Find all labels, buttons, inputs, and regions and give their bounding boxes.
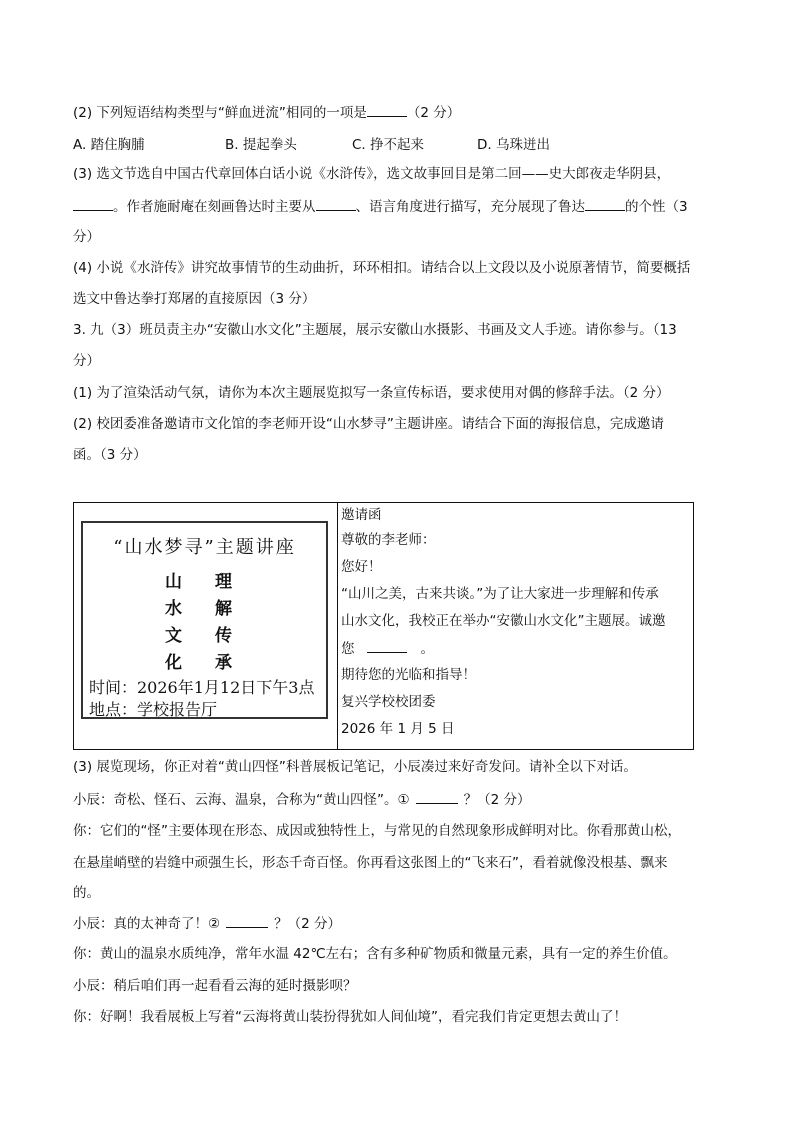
invitation-body-2: 山水文化，我校正在举办“安徽山水文化”主题展。诚邀: [341, 613, 666, 629]
invitation-signature: 复兴学校校团委: [341, 694, 436, 710]
q2-option-d: D. 乌珠迸出: [477, 137, 550, 153]
poster-title: “山水梦寻”主题讲座: [113, 537, 296, 558]
xiaochen-1-text: 小辰：奇松、怪石、云海、温泉，合称为“黄山四怪”。①: [73, 792, 410, 808]
task3-sub2-line1: (2) 校团委准备邀请市文化馆的李老师开设“山水梦寻”主题讲座。请结合下面的海报信息，完成邀请: [73, 416, 664, 432]
invitation-salutation: 尊敬的李老师：: [341, 532, 436, 548]
task3-line1: 3. 九（3）班员责主办“安徽山水文化”主题展，展示安徽山水摄影、书画及文人手迹。请你参与。（13: [73, 322, 677, 338]
poster-char: 水: [165, 599, 182, 619]
q3-line3: 分）: [73, 229, 100, 245]
q3-line2: [73, 196, 688, 217]
dialogue-you-1c: 的。: [73, 885, 100, 901]
q3-text-c: 的个性（3: [625, 199, 688, 215]
dialogue-blank-2[interactable]: [226, 913, 268, 928]
poster-char: 化: [165, 653, 182, 673]
task3-sub1: (1) 为了渲染活动气氛，请你为本次主题展览拟写一条宣传标语，要求使用对偶的修辞手法。（2 分）: [73, 385, 670, 401]
q2-stem: (2) 下列短语结构类型与“鲜血迸流”相同的一项是: [73, 105, 367, 121]
q4-line1: (4) 小说《水浒传》讲究故事情节的生动曲折，环环相扣。请结合以上文段以及小说原著情节，简要概括: [73, 260, 691, 276]
poster-char: 文: [165, 626, 182, 646]
dialogue-xiaochen-1: [73, 789, 530, 810]
dialogue-blank-1[interactable]: [416, 789, 458, 804]
poster-place: 地点：学校报告厅: [89, 700, 218, 719]
invitation-date: 2026 年 1 月 5 日: [341, 721, 455, 737]
invitation-body-3a: 您: [341, 641, 355, 657]
poster-time: 时间：2026年1月12日下午3点: [89, 678, 315, 697]
q2-option-b: B. 提起拳头: [225, 137, 297, 153]
q2-score: （2 分）: [406, 105, 461, 121]
poster-char: 理: [215, 572, 232, 592]
lecture-poster: [81, 521, 328, 719]
q2-answer-blank[interactable]: [367, 102, 407, 117]
dialogue-you-1a: 你：它们的“怪”主要体现在形态、成因或独特性上，与常见的自然现象形成鲜明对比。你看那黄山松，: [73, 823, 681, 839]
invitation-closing: 期待您的光临和指导！: [341, 667, 476, 683]
invitation-greeting: 您好！: [341, 559, 382, 575]
invitation-heading: 邀请函: [341, 507, 382, 523]
task3-line2: 分）: [73, 353, 100, 369]
invitation-body-3: [341, 638, 434, 659]
q3-line1: (3) 选文节选自中国古代章回体白话小说《水浒传》，选文故事回目是第二回——史大郎夜走华阴县，: [73, 166, 671, 182]
task3-sub2-line2: 函。（3 分）: [73, 447, 147, 463]
q4-line2: 选文中鲁达拳打郑屠的直接原因（3 分）: [73, 291, 316, 307]
poster-char: 解: [215, 599, 232, 619]
q3-blank-2[interactable]: [316, 196, 356, 211]
q3-blank-3[interactable]: [585, 196, 625, 211]
xiaochen-2-score: ？（2 分）: [274, 916, 341, 932]
dialogue-you-1b: 在悬崖峭壁的岩缝中顽强生长，形态千奇百怪。你再看这张图上的“飞来石”，看着就像没根基、飘来: [73, 855, 668, 871]
dialogue-intro: (3) 展览现场，你正对着“黄山四怪”科普展板记笔记，小辰凑过来好奇发问。请补全以下对话。: [73, 759, 637, 775]
q3-text-b: 、语言角度进行描写，充分展现了鲁达: [355, 199, 585, 215]
poster-char: 传: [215, 626, 232, 646]
q2-stem-line: [73, 102, 460, 123]
q2-option-c: C. 挣不起来: [352, 137, 425, 153]
xiaochen-2-text: 小辰：真的太神奇了！②: [73, 916, 221, 932]
poster-char: 承: [215, 653, 232, 673]
dialogue-you-2: 你：黄山的温泉水质纯净，常年水温 42℃左右；含有多种矿物质和微量元素，具有一定的养生价值。: [73, 946, 677, 962]
q3-blank-1[interactable]: [73, 196, 113, 211]
dialogue-you-3: 你：好啊！我看展板上写着“云海将黄山装扮得犹如人间仙境”，看完我们肯定更想去黄山了！: [73, 1009, 627, 1025]
xiaochen-1-score: ？（2 分）: [463, 792, 531, 808]
q3-text-a: 。作者施耐庵在刻画鲁达时主要从: [113, 199, 316, 215]
q2-option-a: A. 踏住胸脯: [73, 137, 145, 153]
dialogue-xiaochen-3: 小辰：稍后咱们再一起看看云海的延时摄影呗？: [73, 978, 357, 994]
invitation-body-3b: 。: [420, 641, 434, 657]
poster-char: 山: [165, 572, 182, 592]
invitation-answer-blank[interactable]: [367, 638, 407, 653]
invitation-body-1: “山川之美，古来共谈。”为了让大家进一步理解和传承: [341, 586, 659, 602]
dialogue-xiaochen-2: [73, 913, 341, 934]
